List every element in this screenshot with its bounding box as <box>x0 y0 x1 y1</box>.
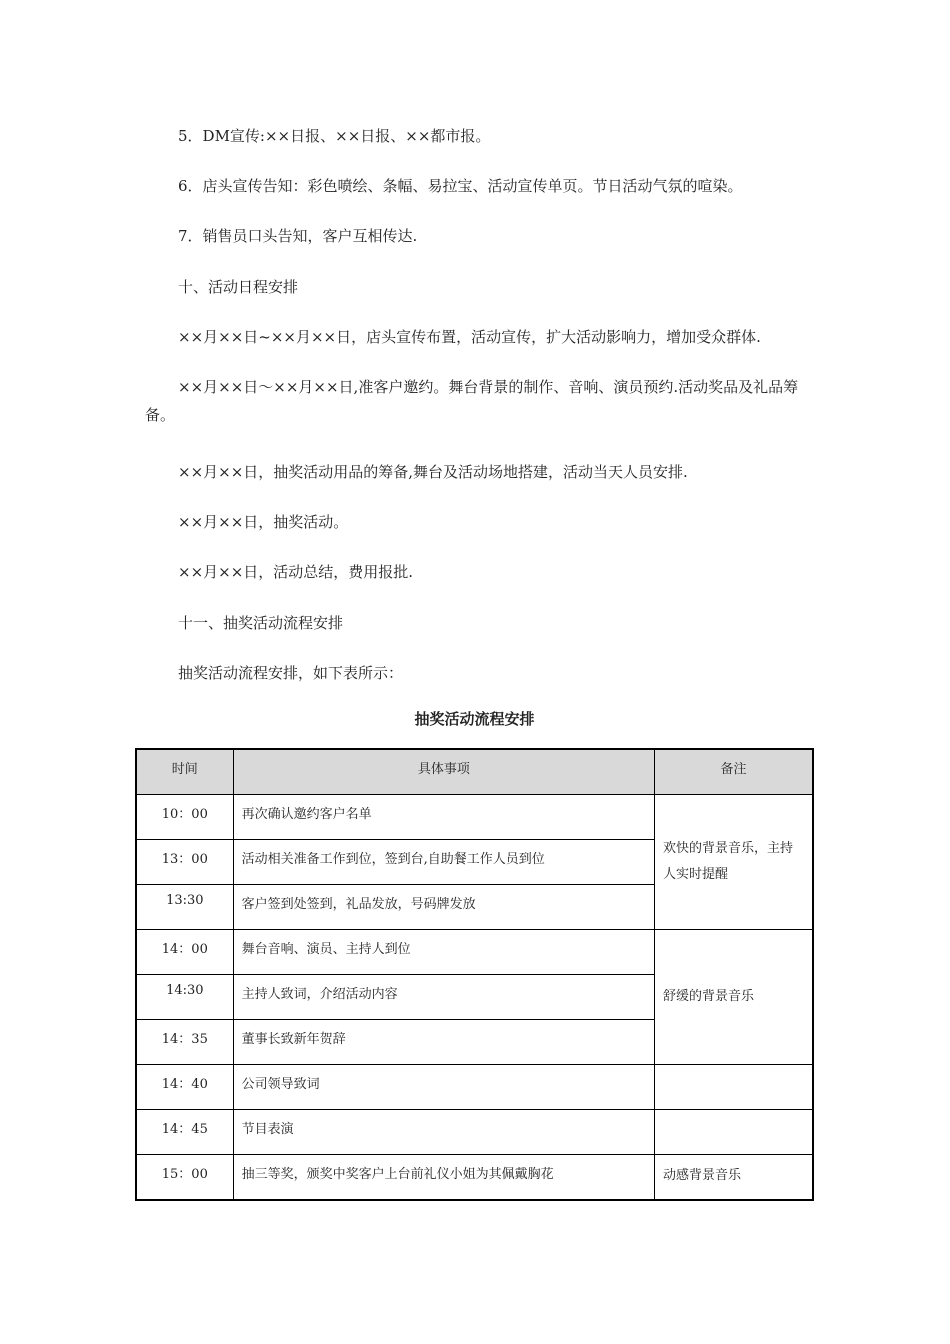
time-cell: 14：45 <box>136 1110 233 1155</box>
item-cell: 活动相关准备工作到位，签到台,自助餐工作人员到位 <box>233 840 654 885</box>
item-cell: 节目表演 <box>233 1110 654 1155</box>
header-item: 具体事项 <box>233 749 654 795</box>
header-time: 时间 <box>136 749 233 795</box>
section-heading: 十一、抽奖活动流程安排 <box>178 614 344 632</box>
item-cell: 抽三等奖，颁奖中奖客户上台前礼仪小姐为其佩戴胸花 <box>233 1155 654 1201</box>
table-row <box>136 930 813 975</box>
section-heading: 十、活动日程安排 <box>178 278 299 296</box>
item-cell: 客户签到处签到，礼品发放，号码牌发放 <box>233 885 654 930</box>
note-cell: 欢快的背景音乐，主持人实时提醒 <box>655 795 813 930</box>
paragraph: ××月××日，抽奖活动。 <box>178 513 349 531</box>
time-cell: 14:30 <box>136 975 233 1020</box>
paragraph: ××月××日，活动总结，费用报批. <box>178 563 414 581</box>
item-cell: 公司领导致词 <box>233 1065 654 1110</box>
item-cell: 再次确认邀约客户名单 <box>233 795 654 840</box>
item-cell: 舞台音响、演员、主持人到位 <box>233 930 654 975</box>
header-note: 备注 <box>655 749 813 795</box>
item-cell: 主持人致词，介绍活动内容 <box>233 975 654 1020</box>
table-caption: 抽奖活动流程安排 <box>414 710 535 728</box>
note-cell: 舒缓的背景音乐 <box>655 930 813 1065</box>
time-cell: 14：35 <box>136 1020 233 1065</box>
paragraph: 抽奖活动流程安排，如下表所示： <box>178 664 404 682</box>
time-cell: 14：40 <box>136 1065 233 1110</box>
paragraph: ××月××日~××月××日，店头宣传布置，活动宣传，扩大活动影响力，增加受众群体. <box>178 328 761 346</box>
note-cell-empty <box>655 1065 813 1110</box>
table-row <box>136 1110 813 1155</box>
paragraph: 7．销售员口头告知，客户互相传达. <box>178 227 418 245</box>
table-row <box>136 1065 813 1110</box>
time-cell: 13：00 <box>136 840 233 885</box>
time-cell: 14：00 <box>136 930 233 975</box>
time-cell: 13:30 <box>136 885 233 930</box>
time-cell: 10：00 <box>136 795 233 840</box>
table-row <box>136 1155 813 1201</box>
paragraph: 6．店头宣传告知：彩色喷绘、条幅、易拉宝、活动宣传单页。节日活动气氛的喧染。 <box>178 177 743 195</box>
note-cell: 动感背景音乐 <box>655 1155 813 1201</box>
item-cell: 董事长致新年贺辞 <box>233 1020 654 1065</box>
schedule-table <box>135 748 814 1201</box>
table-row <box>136 795 813 840</box>
paragraph: ××月××日，抽奖活动用品的筹备,舞台及活动场地搭建，活动当天人员安排. <box>178 463 688 481</box>
note-cell-empty <box>655 1110 813 1155</box>
table-header-row <box>136 749 813 795</box>
paragraph: 5．DM宣传:××日报、××日报、××都市报。 <box>178 127 491 145</box>
time-cell: 15：00 <box>136 1155 233 1201</box>
paragraph: ××月××日～××月××日,准客户邀约。舞台背景的制作、音响、演员预约.活动奖品及礼品筹备。 <box>145 378 799 424</box>
